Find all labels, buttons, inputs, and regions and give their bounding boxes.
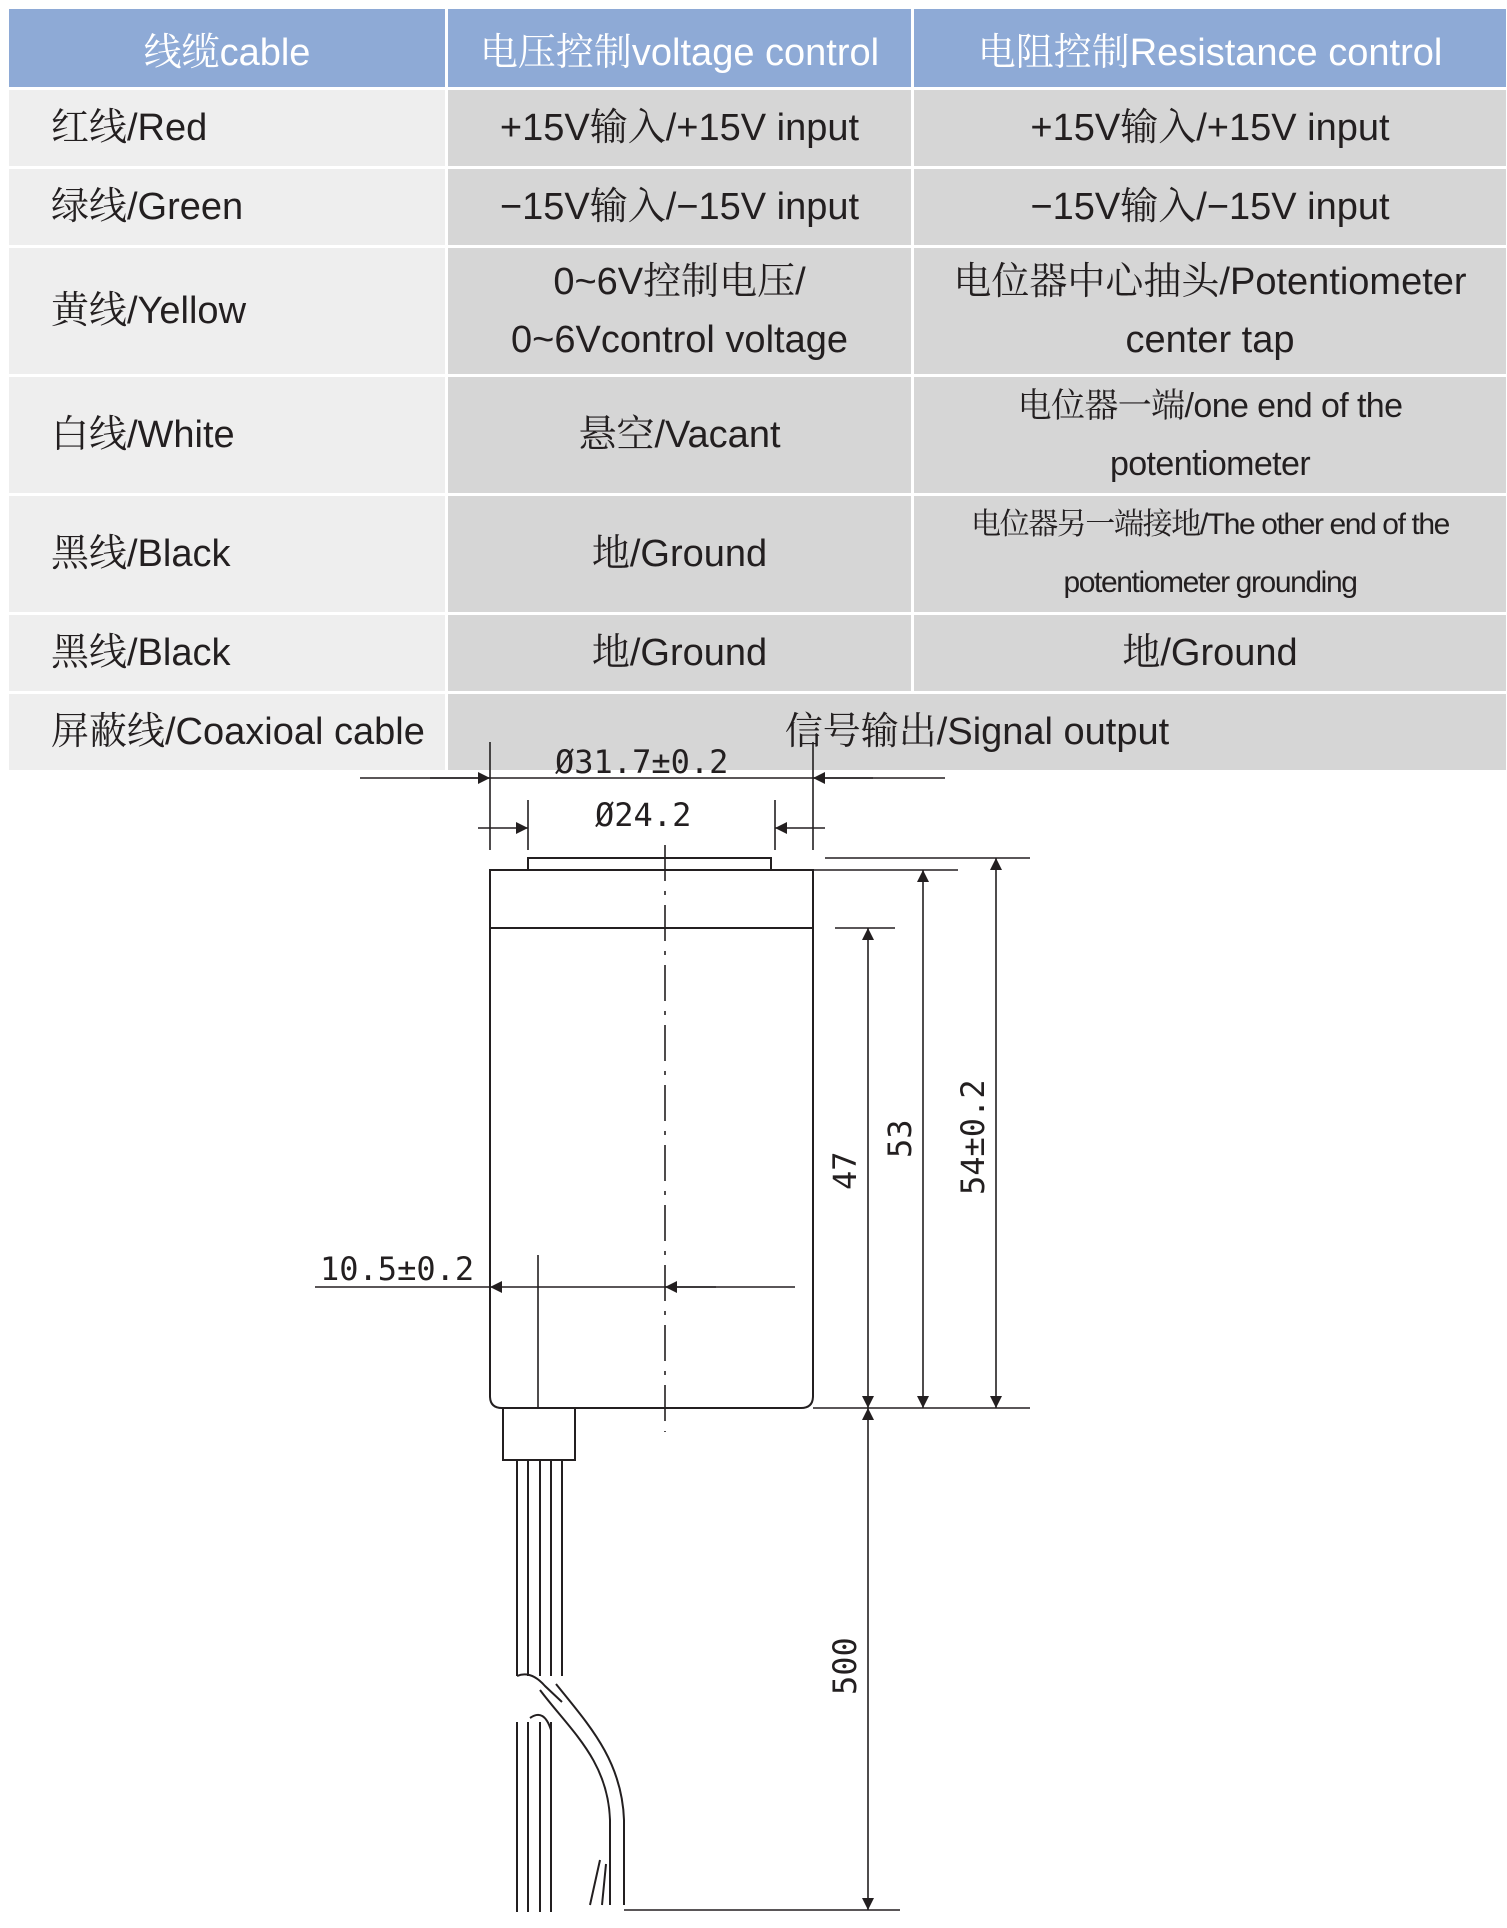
voltage-cell: +15V输入/+15V input (448, 90, 911, 166)
cable-cell: 白线/White (9, 377, 445, 493)
side-offset-dimension (315, 1255, 795, 1408)
cable-cell: 黄线/Yellow (9, 248, 445, 374)
voltage-cell: 地/Ground (448, 615, 911, 691)
resistance-cell: 地/Ground (914, 615, 1506, 691)
dim-cable-length-label: 500 (826, 1637, 864, 1695)
voltage-cell: 地/Ground (448, 496, 911, 612)
dim-54-label: 54±0.2 (954, 1079, 992, 1195)
dim-side-offset-label: 10.5±0.2 (320, 1250, 475, 1288)
cable-cell: 屏蔽线/Coaxioal cable (9, 694, 445, 770)
table-row (9, 615, 1506, 691)
dim-outer-diameter-label: Ø31.7±0.2 (555, 743, 729, 781)
table-row (9, 169, 1506, 245)
resistance-cell: 电位器一端/one end of the potentiometer (914, 377, 1506, 493)
cable-cell: 黑线/Black (9, 615, 445, 691)
motor-body (490, 858, 813, 1460)
header-voltage-control: 电压控制voltage control (448, 9, 911, 87)
resistance-cell-line-2: center tap (1125, 319, 1295, 361)
resistance-cell: 电位器另一端接地/The other end of the potentiometer grounding (914, 496, 1506, 612)
table-row (9, 248, 1506, 374)
table-row (9, 377, 1506, 493)
cable-gland (503, 1408, 575, 1460)
voltage-cell: 悬空/Vacant (448, 377, 911, 493)
voltage-cell: −15V输入/−15V input (448, 169, 911, 245)
motor-housing (490, 870, 813, 1408)
voltage-cell-line-1: 0~6V控制电压/ (553, 261, 806, 303)
voltage-cell (448, 248, 911, 374)
resistance-cell: −15V输入/−15V input (914, 169, 1506, 245)
table-row (9, 694, 1506, 770)
resistance-cell: +15V输入/+15V input (914, 90, 1506, 166)
cable-cell: 黑线/Black (9, 496, 445, 612)
dim-inner-diameter-label: Ø24.2 (595, 796, 692, 834)
dim-47-label: 47 (826, 1151, 864, 1190)
header-cable: 线缆cable (9, 9, 445, 87)
motor-top-boss (528, 858, 771, 870)
voltage-cell-line-2: 0~6Vcontrol voltage (511, 319, 848, 361)
resistance-cell-line-1: 电位器中心抽头/Potentiometer (953, 261, 1467, 303)
dim-53-label: 53 (881, 1119, 919, 1158)
height-dimensions (624, 858, 1030, 1910)
cable-cell: 绿线/Green (9, 169, 445, 245)
wiring-table (6, 6, 1507, 773)
signal-output-cell: 信号输出/Signal output (448, 694, 1506, 770)
table-row (9, 90, 1506, 166)
header-resistance-control: 电阻控制Resistance control (914, 9, 1506, 87)
cable-cell: 红线/Red (9, 90, 445, 166)
cable-wires (517, 1460, 624, 1912)
table-row (9, 496, 1506, 612)
resistance-cell (914, 248, 1506, 374)
table-header-row (9, 9, 1506, 87)
